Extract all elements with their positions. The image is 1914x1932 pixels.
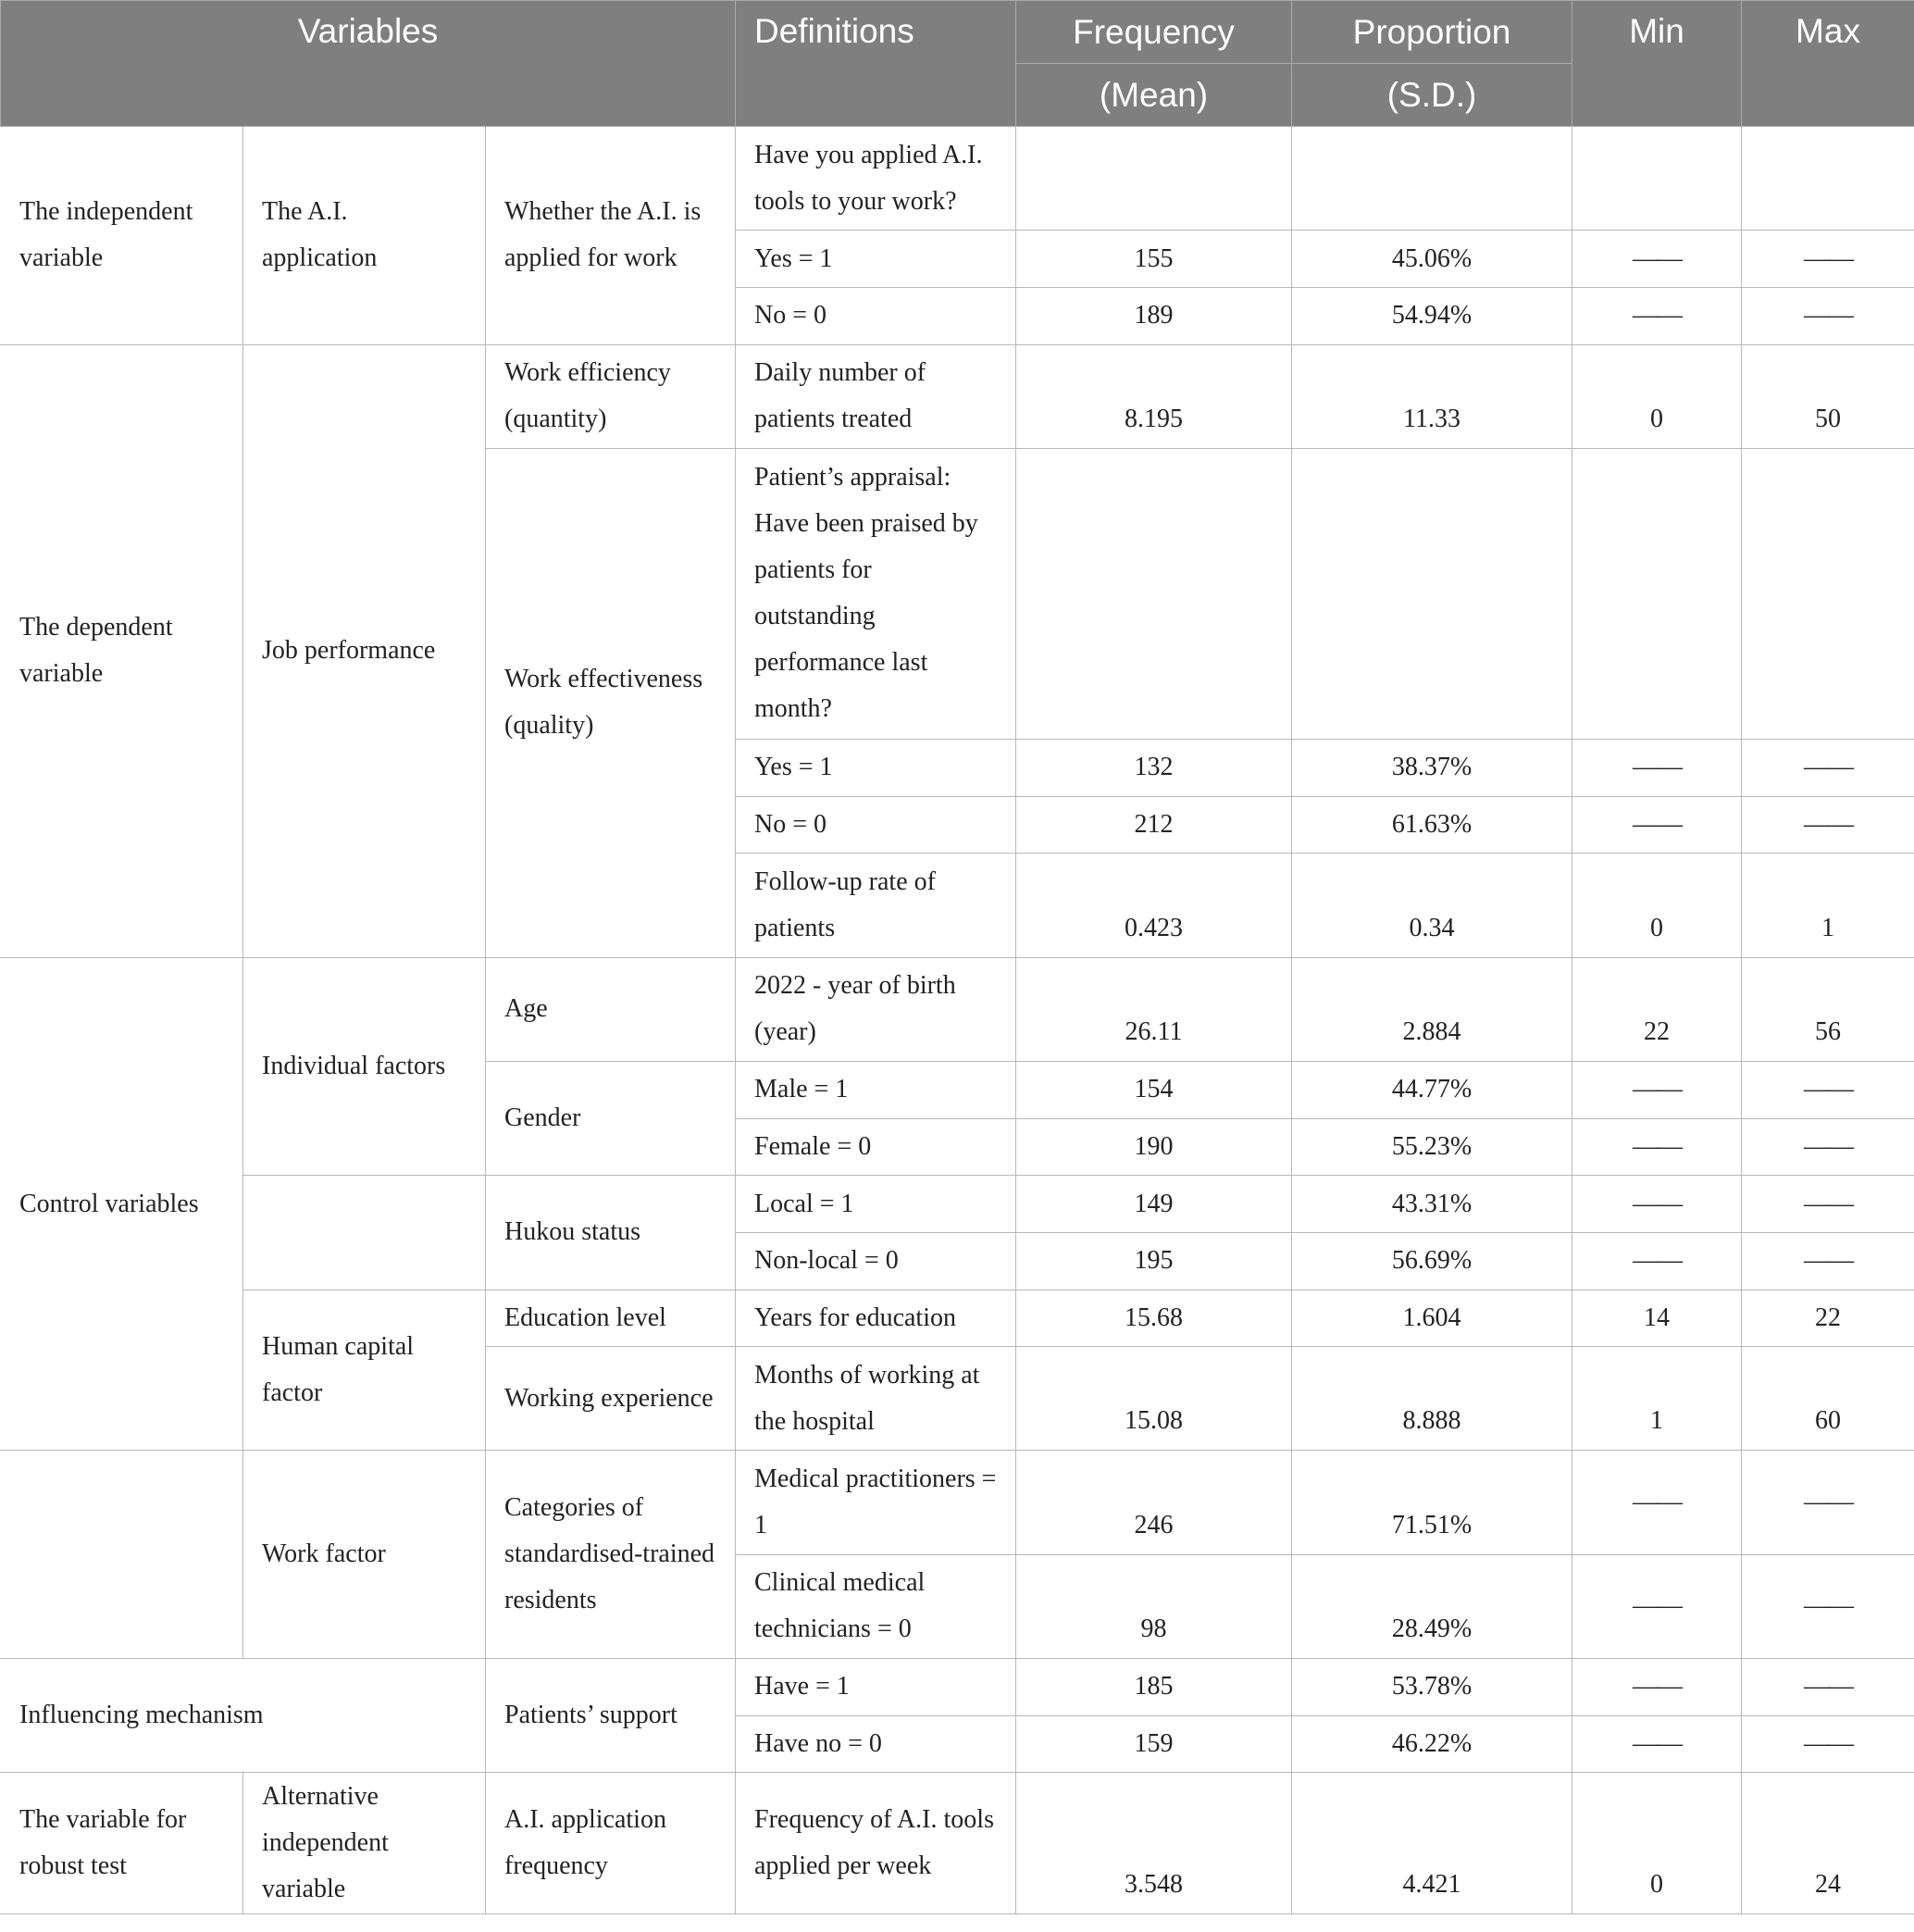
definition-cell: Medical practitioners = 1 — [736, 1451, 1016, 1554]
header-mean: (Mean) — [1016, 64, 1292, 127]
proportion-cell — [1292, 127, 1572, 231]
group-cell: Human capital factor — [243, 1290, 486, 1451]
table-row — [1, 344, 1914, 448]
definition-cell: Male = 1 — [736, 1061, 1016, 1118]
definition-cell: Local = 1 — [736, 1176, 1016, 1233]
proportion-cell: 11.33 — [1292, 344, 1572, 448]
group-cell — [243, 1176, 486, 1290]
table-row — [1, 1773, 1914, 1914]
min-cell: —— — [1572, 1176, 1742, 1233]
proportion-cell: 43.31% — [1292, 1176, 1572, 1233]
frequency-cell: 3.548 — [1016, 1773, 1292, 1914]
variable-cell: Work efficiency (quantity) — [486, 344, 736, 448]
frequency-cell: 132 — [1016, 740, 1292, 797]
proportion-cell: 28.49% — [1292, 1554, 1572, 1658]
definition-cell: Clinical medical technicians = 0 — [736, 1554, 1016, 1658]
definition-cell: Have you applied A.I. tools to your work? — [736, 127, 1016, 231]
max-cell — [1742, 127, 1914, 231]
definition-cell: Yes = 1 — [736, 740, 1016, 797]
proportion-cell: 4.421 — [1292, 1773, 1572, 1914]
proportion-cell: 38.37% — [1292, 740, 1572, 797]
definition-cell: No = 0 — [736, 287, 1016, 344]
proportion-cell: 45.06% — [1292, 231, 1572, 288]
min-cell: 14 — [1572, 1290, 1742, 1347]
header-row — [1, 1, 1914, 64]
header-definitions: Definitions — [736, 1, 1016, 127]
definition-cell: Years for education — [736, 1290, 1016, 1347]
frequency-cell: 149 — [1016, 1176, 1292, 1233]
category-cell: The independent variable — [1, 127, 243, 345]
max-cell: —— — [1742, 1061, 1914, 1118]
group-cell: Alternative independent variable — [243, 1773, 486, 1914]
min-cell: —— — [1572, 1451, 1742, 1554]
proportion-cell: 54.94% — [1292, 287, 1572, 344]
category-cell: The variable for robust test — [1, 1773, 243, 1914]
proportion-cell: 1.604 — [1292, 1290, 1572, 1347]
definition-cell: 2022 - year of birth (year) — [736, 957, 1016, 1061]
max-cell: —— — [1742, 740, 1914, 797]
definition-cell: Have = 1 — [736, 1658, 1016, 1715]
category-cell: The dependent variable — [1, 344, 243, 957]
table-row — [1, 127, 1914, 231]
min-cell: —— — [1572, 1232, 1742, 1290]
variable-cell: A.I. application frequency — [486, 1773, 736, 1914]
proportion-cell: 0.34 — [1292, 854, 1572, 957]
min-cell — [1572, 448, 1742, 739]
category-cell: Influencing mechanism — [1, 1658, 486, 1772]
min-cell: —— — [1572, 1061, 1742, 1118]
table-row — [1, 1658, 1914, 1715]
definition-cell: No = 0 — [736, 796, 1016, 854]
header-frequency: Frequency — [1016, 1, 1292, 64]
proportion-cell: 55.23% — [1292, 1118, 1572, 1176]
max-cell: —— — [1742, 1232, 1914, 1290]
proportion-cell: 44.77% — [1292, 1061, 1572, 1118]
min-cell: —— — [1572, 740, 1742, 797]
frequency-cell: 159 — [1016, 1715, 1292, 1773]
min-cell: 0 — [1572, 854, 1742, 957]
min-cell: 22 — [1572, 957, 1742, 1061]
proportion-cell: 2.884 — [1292, 957, 1572, 1061]
frequency-cell: 154 — [1016, 1061, 1292, 1118]
definition-cell: Yes = 1 — [736, 231, 1016, 288]
max-cell: 56 — [1742, 957, 1914, 1061]
max-cell — [1742, 448, 1914, 739]
variable-cell: Education level — [486, 1290, 736, 1347]
min-cell: —— — [1572, 1715, 1742, 1773]
table-body — [1, 127, 1914, 1914]
frequency-cell: 185 — [1016, 1658, 1292, 1715]
min-cell: —— — [1572, 1554, 1742, 1658]
min-cell: 1 — [1572, 1347, 1742, 1451]
frequency-cell: 98 — [1016, 1554, 1292, 1658]
table-row — [1, 957, 1914, 1061]
frequency-cell — [1016, 127, 1292, 231]
definition-cell: Daily number of patients treated — [736, 344, 1016, 448]
category-cell: Control variables — [1, 957, 243, 1451]
max-cell: 60 — [1742, 1347, 1914, 1451]
variable-cell: Hukou status — [486, 1176, 736, 1290]
frequency-cell: 26.11 — [1016, 957, 1292, 1061]
group-cell: Individual factors — [243, 957, 486, 1176]
proportion-cell — [1292, 448, 1572, 739]
variable-cell: Work effectiveness (quality) — [486, 448, 736, 957]
frequency-cell: 246 — [1016, 1451, 1292, 1554]
definition-cell: Non-local = 0 — [736, 1232, 1016, 1290]
variable-cell: Gender — [486, 1061, 736, 1175]
frequency-cell: 15.08 — [1016, 1347, 1292, 1451]
max-cell: —— — [1742, 1658, 1914, 1715]
max-cell: —— — [1742, 1715, 1914, 1773]
definition-cell: Follow-up rate of patients — [736, 854, 1016, 957]
min-cell: —— — [1572, 1118, 1742, 1176]
max-cell: —— — [1742, 1451, 1914, 1554]
proportion-cell: 53.78% — [1292, 1658, 1572, 1715]
header-min: Min — [1572, 1, 1742, 127]
definition-cell: Patient’s appraisal: Have been praised by patients for outstanding performance last month? — [736, 448, 1016, 739]
header-max: Max — [1742, 1, 1914, 127]
max-cell: —— — [1742, 1554, 1914, 1658]
min-cell: —— — [1572, 1658, 1742, 1715]
frequency-cell: 155 — [1016, 231, 1292, 288]
min-cell: —— — [1572, 796, 1742, 854]
max-cell: —— — [1742, 796, 1914, 854]
category-cell — [1, 1451, 243, 1658]
variable-cell: Whether the A.I. is applied for work — [486, 127, 736, 345]
max-cell: 24 — [1742, 1773, 1914, 1914]
min-cell: 0 — [1572, 1773, 1742, 1914]
proportion-cell: 46.22% — [1292, 1715, 1572, 1773]
group-cell: Work factor — [243, 1451, 486, 1658]
table-header — [1, 1, 1914, 127]
header-variables: Variables — [1, 1, 736, 127]
table-row — [1, 1451, 1914, 1554]
frequency-cell: 212 — [1016, 796, 1292, 854]
max-cell: —— — [1742, 287, 1914, 344]
frequency-cell: 0.423 — [1016, 854, 1292, 957]
max-cell: —— — [1742, 1118, 1914, 1176]
max-cell: —— — [1742, 1176, 1914, 1233]
variable-cell: Working experience — [486, 1347, 736, 1451]
variable-cell: Patients’ support — [486, 1658, 736, 1772]
proportion-cell: 71.51% — [1292, 1451, 1572, 1554]
max-cell: 50 — [1742, 344, 1914, 448]
proportion-cell: 61.63% — [1292, 796, 1572, 854]
definition-cell: Have no = 0 — [736, 1715, 1016, 1773]
definition-cell: Female = 0 — [736, 1118, 1016, 1176]
max-cell: 22 — [1742, 1290, 1914, 1347]
frequency-cell: 15.68 — [1016, 1290, 1292, 1347]
header-sd: (S.D.) — [1292, 64, 1572, 127]
definition-cell: Months of working at the hospital — [736, 1347, 1016, 1451]
group-cell: Job performance — [243, 344, 486, 957]
max-cell: —— — [1742, 231, 1914, 288]
frequency-cell — [1016, 448, 1292, 739]
table-row — [1, 1176, 1914, 1233]
min-cell: —— — [1572, 287, 1742, 344]
min-cell: 0 — [1572, 344, 1742, 448]
variable-cell: Age — [486, 957, 736, 1061]
group-cell: The A.I. application — [243, 127, 486, 345]
frequency-cell: 189 — [1016, 287, 1292, 344]
table-row — [1, 1290, 1914, 1347]
definition-cell: Frequency of A.I. tools applied per week — [736, 1773, 1016, 1914]
min-cell: —— — [1572, 231, 1742, 288]
variable-cell: Categories of standardised-trained residents — [486, 1451, 736, 1658]
frequency-cell: 195 — [1016, 1232, 1292, 1290]
min-cell — [1572, 127, 1742, 231]
proportion-cell: 56.69% — [1292, 1232, 1572, 1290]
max-cell: 1 — [1742, 854, 1914, 957]
frequency-cell: 8.195 — [1016, 344, 1292, 448]
header-proportion: Proportion — [1292, 1, 1572, 64]
proportion-cell: 8.888 — [1292, 1347, 1572, 1451]
frequency-cell: 190 — [1016, 1118, 1292, 1176]
